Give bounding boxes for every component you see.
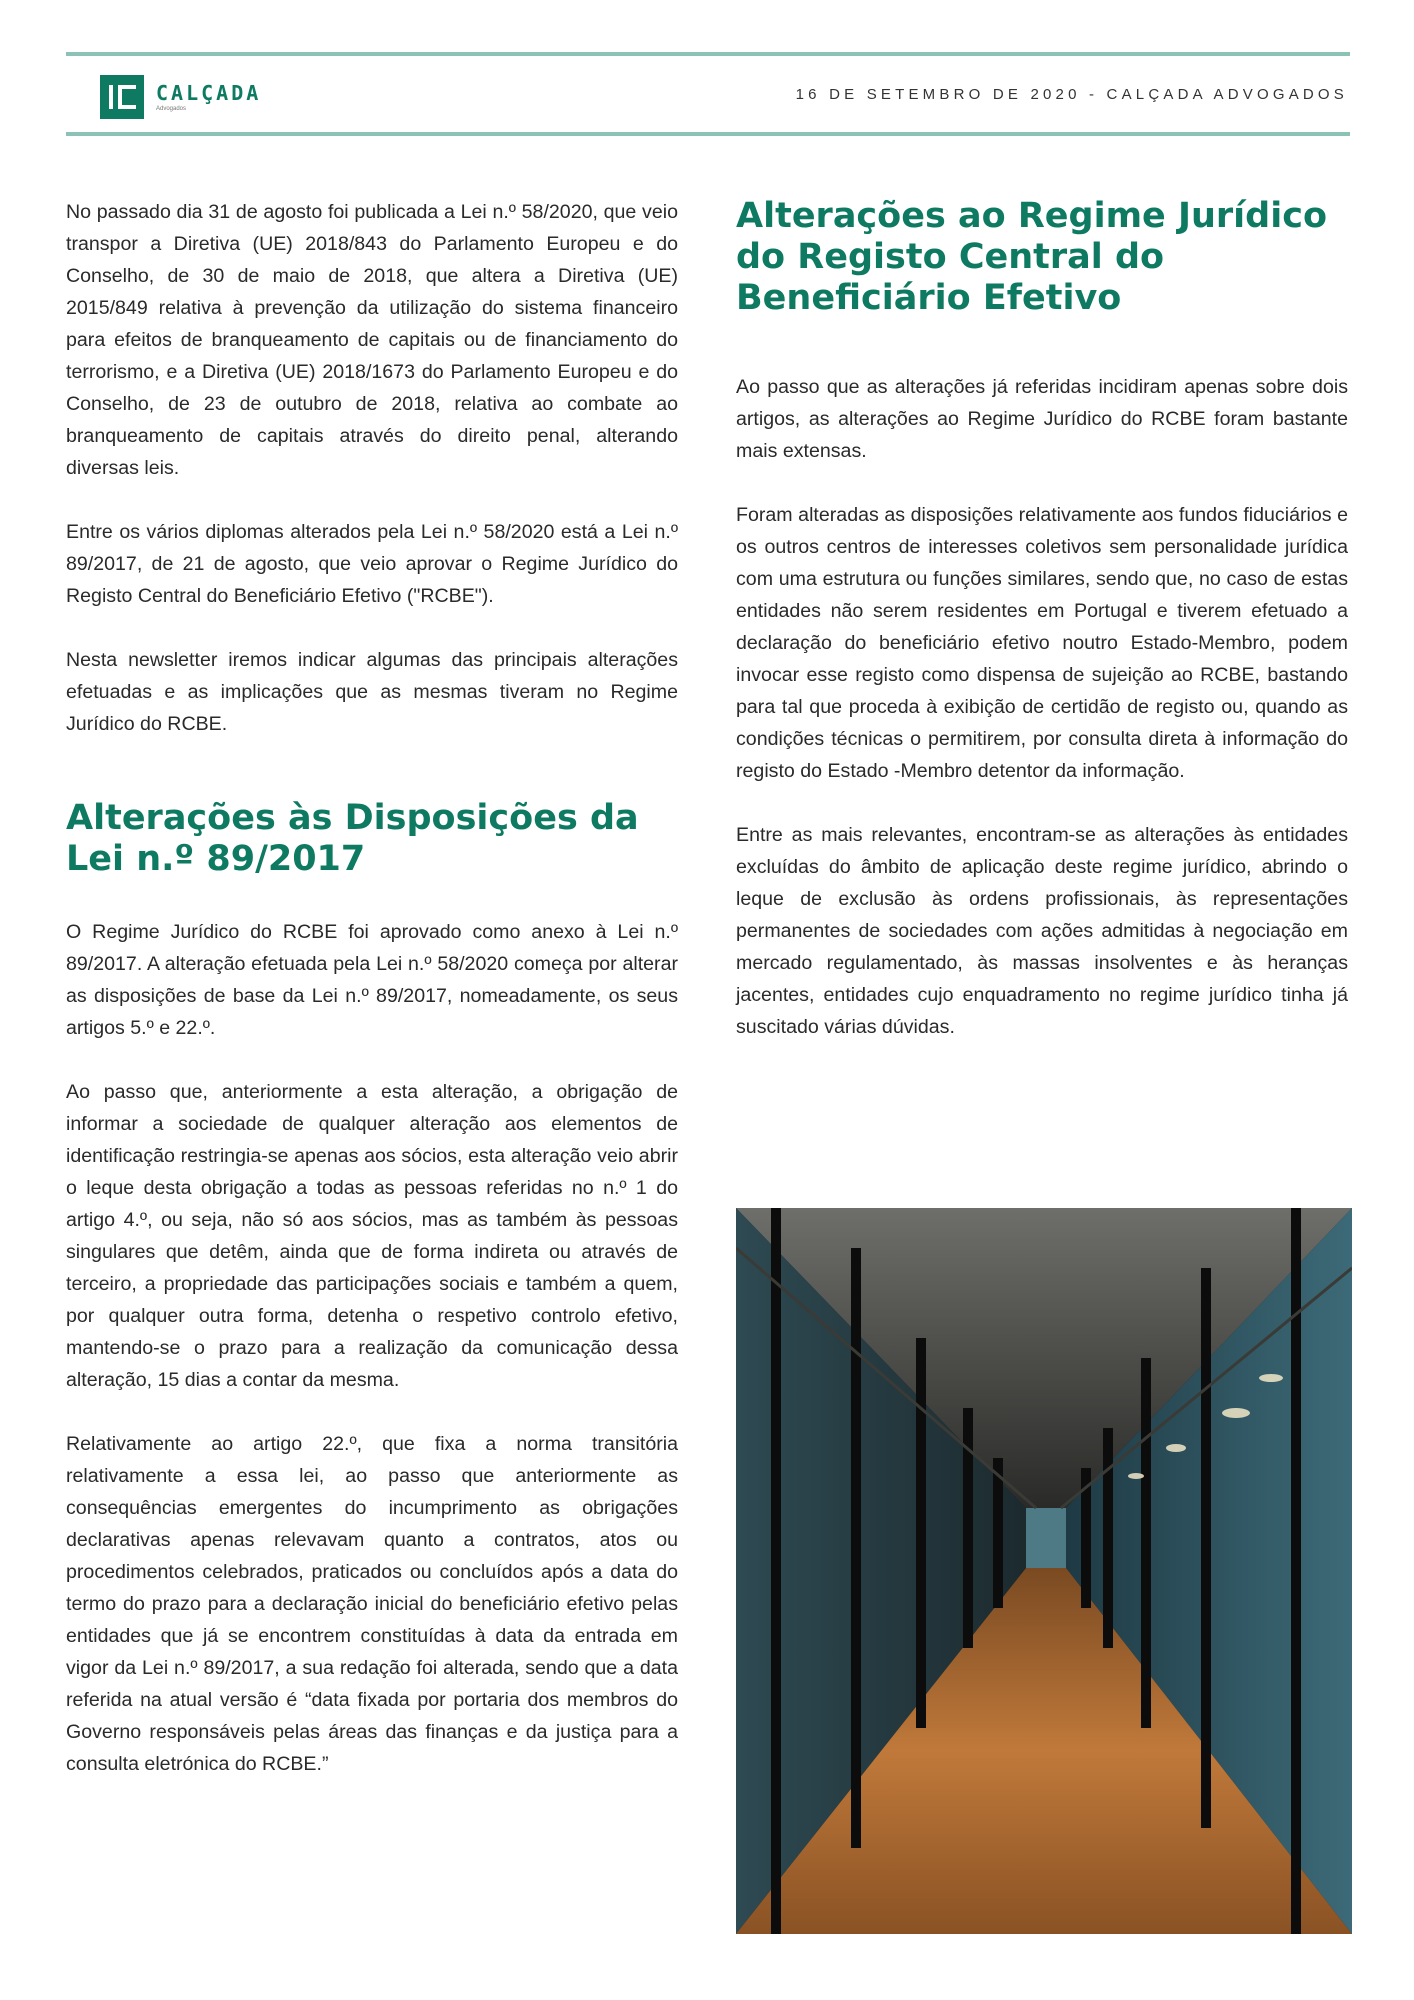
newsletter-paragraph: Nesta newsletter iremos indicar algumas das principais alterações efetuadas e as implicações que as mesmas tiveram no Regime Jurídico do RCBE.	[66, 649, 678, 735]
diplomas-paragraph: Entre os vários diplomas alterados pela Lei n.º 58/2020 está a Lei n.º 89/2017, de 21 de agosto, que veio aprovar o Regime Jurídico do Registo Central do Beneficiário Efetivo ("RCBE").	[66, 521, 678, 607]
extensive-changes-paragraph: Ao passo que as alterações já referidas incidiram apenas sobre dois artigos, as alterações ao Regime Jurídico do RCBE foram bastante mais extensas.	[736, 376, 1348, 462]
header-top-rule	[66, 52, 1350, 56]
header-bottom-rule	[66, 132, 1350, 136]
section-heading-lei-89-2017: Alterações às Disposições da Lei n.º 89/2017	[66, 798, 639, 879]
rcbe-annex-paragraph: O Regime Jurídico do RCBE foi aprovado como anexo à Lei n.º 89/2017. A alteração efetuada pela Lei n.º 58/2020 começa por alterar as disposições de base da Lei n.º 89/2017, nomeadamente, os seus artigos 5.º e 22.º.	[66, 921, 678, 1039]
logo-subtitle: Advogados	[156, 105, 187, 112]
intro-paragraph: No passado dia 31 de agosto foi publicada a Lei n.º 58/2020, que veio transpor a Diretiva (UE) 2018/843 do Parlamento Europeu e do Conselho, de 30 de maio de 2018, que altera a Diretiva (UE) 2015/849 relativa à prevenção da utilização do sistema financeiro para efeitos de branqueamento de capitais ou de financiamento do terrorismo, e a Diretiva (UE) 2018/1673 do Parlamento Europeu e do Conselho, de 23 de outubro de 2018, relativa ao combate ao branqueamento de capitais através do direito penal, alterando diversas leis.	[66, 201, 678, 479]
article-22-paragraph: Relativamente ao artigo 22.º, que fixa a norma transitória relativamente a essa lei, ao passo que anteriormente as consequências emergentes do incumprimento as obrigações declarativas apenas relevavam quanto a contratos, atos ou procedimentos celebrados, praticados ou concluídos após a data do termo do prazo para a declaração inicial do beneficiário efetivo pelas entidades que já se encontrem constituídas à data da entrada em vigor da Lei n.º 89/2017, a sua redação foi alterada, sendo que a data referida na atual versão é “data fixada por portaria dos membros do Governo responsáveis pelas áreas das finanças e da justiça para a consulta eletrónica do RCBE.”	[66, 1433, 678, 1775]
logo-mark-icon	[100, 75, 144, 119]
right-column	[736, 196, 1348, 1075]
company-logo	[100, 75, 261, 119]
excluded-entities-paragraph: Entre as mais relevantes, encontram-se as alterações às entidades excluídas do âmbito de aplicação deste regime jurídico, abrindo o leque de exclusão às ordens profissionais, às representações permanentes de sociedades com ações admitidas à negociação em mercado regulamentado, às massas insolventes e às heranças jacentes, entidades cujo enquadramento no regime jurídico tinha já suscitado várias dúvidas.	[736, 824, 1348, 1038]
left-column	[66, 196, 678, 1812]
obligation-paragraph: Ao passo que, anteriormente a esta alteração, a obrigação de informar a sociedade de qualquer alteração aos elementos de identificação restringia-se apenas aos sócios, esta alteração veio abrir o leque desta obrigação a todas as pessoas referidas no n.º 1 do artigo 4.º, ou seja, não só aos sócios, mas as também às pessoas singulares que detêm, ainda que de forma indireta ou através de terceiro, a propriedade das participações sociais e também a quem, por qualquer outra forma, detenha o respetivo controlo efetivo, mantendo-se o prazo para a realização da comunicação dessa alteração, 15 dias a contar da mesma.	[66, 1081, 678, 1391]
logo-name: CALÇADA	[156, 80, 262, 105]
trust-funds-paragraph: Foram alteradas as disposições relativamente aos fundos fiduciários e os outros centros de interesses coletivos sem personalidade jurídica com uma estrutura ou funções similares, sendo que, no caso de estas entidades não serem residentes em Portugal e tiverem efetuado a declaração do beneficiário efetivo noutro Estado-Membro, podem invocar esse registo como dispensa de sujeição ao RCBE, bastando para tal que proceda à exibição de certidão de registo ou, quando as condições técnicas o permitirem, por consulta direta à informação do registo do Estado -Membro detentor da informação.	[736, 504, 1348, 782]
header-dateline: 16 DE SETEMBRO DE 2020 - CALÇADA ADVOGADOS	[795, 86, 1348, 103]
section-heading-regime-juridico: Alterações ao Regime Jurídico do Registo Central do Beneficiário Efetivo	[736, 196, 1328, 318]
office-corridor-photo	[736, 1208, 1352, 1934]
